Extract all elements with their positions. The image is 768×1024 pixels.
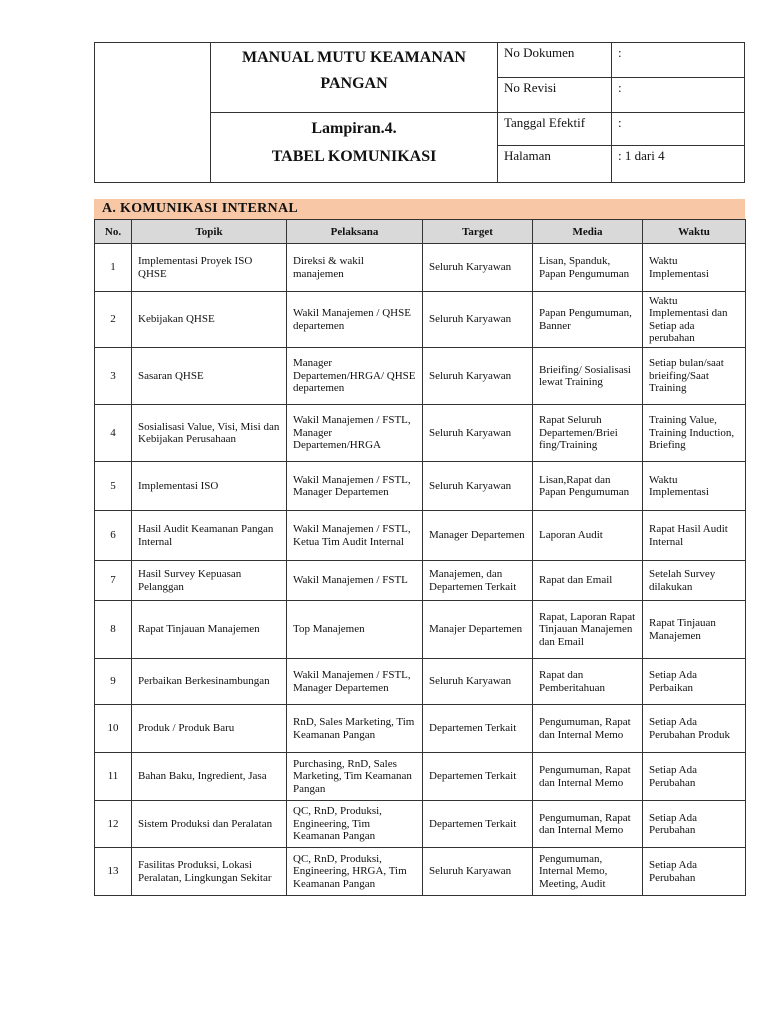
table-row <box>95 462 746 511</box>
table-row <box>95 848 746 896</box>
cell-waktu: Rapat Hasil Audit Internal <box>643 511 746 561</box>
cell-topik: Hasil Audit Keamanan Pangan Internal <box>132 511 287 561</box>
cell-target: Departemen Terkait <box>423 753 533 801</box>
table-row <box>95 244 746 292</box>
cell-waktu: Waktu Implementasi <box>643 244 746 292</box>
table-row <box>95 405 746 462</box>
cell-no: 2 <box>95 292 132 348</box>
cell-waktu: Setiap Ada Perubahan <box>643 801 746 848</box>
cell-no: 5 <box>95 462 132 511</box>
cell-no: 9 <box>95 659 132 705</box>
section-title: A. KOMUNIKASI INTERNAL <box>94 199 745 219</box>
meta-label-halaman: Halaman <box>498 146 612 183</box>
cell-media: Brieifing/ Sosialisasi lewat Training <box>533 348 643 405</box>
cell-target: Manager Departemen <box>423 511 533 561</box>
cell-pelaksana: Direksi & wakil manajemen <box>287 244 423 292</box>
cell-topik: Sosialisasi Value, Visi, Misi dan Kebijakan Perusahaan <box>132 405 287 462</box>
column-header-waktu: Waktu <box>643 220 746 244</box>
cell-no: 13 <box>95 848 132 896</box>
cell-waktu: Setiap Ada Perubahan <box>643 753 746 801</box>
cell-target: Manajemen, dan Departemen Terkait <box>423 561 533 601</box>
cell-media: Rapat dan Email <box>533 561 643 601</box>
cell-pelaksana: Wakil Manajemen / FSTL, Manager Departemen <box>287 462 423 511</box>
cell-topik: Perbaikan Berkesinambungan <box>132 659 287 705</box>
cell-topik: Fasilitas Produksi, Lokasi Peralatan, Lingkungan Sekitar <box>132 848 287 896</box>
cell-no: 6 <box>95 511 132 561</box>
cell-waktu: Setiap bulan/saat brieifing/Saat Training <box>643 348 746 405</box>
cell-no: 10 <box>95 705 132 753</box>
cell-topik: Implementasi Proyek ISO QHSE <box>132 244 287 292</box>
cell-topik: Produk / Produk Baru <box>132 705 287 753</box>
cell-target: Seluruh Karyawan <box>423 292 533 348</box>
table-row <box>95 659 746 705</box>
cell-target: Seluruh Karyawan <box>423 405 533 462</box>
cell-waktu: Rapat Tinjauan Manajemen <box>643 601 746 659</box>
cell-topik: Hasil Survey Kepuasan Pelanggan <box>132 561 287 601</box>
cell-no: 8 <box>95 601 132 659</box>
column-header-media: Media <box>533 220 643 244</box>
cell-waktu: Setiap Ada Perbaikan <box>643 659 746 705</box>
cell-pelaksana: RnD, Sales Marketing, Tim Keamanan Pangan <box>287 705 423 753</box>
cell-no: 7 <box>95 561 132 601</box>
cell-media: Lisan, Spanduk, Papan Pengumuman <box>533 244 643 292</box>
cell-pelaksana: Wakil Manajemen / FSTL, Ketua Tim Audit Internal <box>287 511 423 561</box>
cell-media: Pengumuman, Rapat dan Internal Memo <box>533 753 643 801</box>
cell-media: Pengumuman, Rapat dan Internal Memo <box>533 801 643 848</box>
cell-pelaksana: Wakil Manajemen / FSTL, Manager Departemen/HRGA <box>287 405 423 462</box>
cell-pelaksana: QC, RnD, Produksi, Engineering, HRGA, Tim Keamanan Pangan <box>287 848 423 896</box>
cell-target: Seluruh Karyawan <box>423 659 533 705</box>
column-header-no: No. <box>95 220 132 244</box>
cell-target: Seluruh Karyawan <box>423 348 533 405</box>
cell-media: Laporan Audit <box>533 511 643 561</box>
cell-media: Papan Pengumuman, Banner <box>533 292 643 348</box>
cell-no: 11 <box>95 753 132 801</box>
column-header-topik: Topik <box>132 220 287 244</box>
cell-pelaksana: Top Manajemen <box>287 601 423 659</box>
cell-topik: Implementasi ISO <box>132 462 287 511</box>
cell-pelaksana: Wakil Manajemen / FSTL, Manager Departemen <box>287 659 423 705</box>
table-row <box>95 292 746 348</box>
cell-target: Departemen Terkait <box>423 801 533 848</box>
column-header-pelaksana: Pelaksana <box>287 220 423 244</box>
document-title-line2: PANGAN <box>320 75 388 92</box>
cell-target: Departemen Terkait <box>423 705 533 753</box>
cell-target: Manajer Departemen <box>423 601 533 659</box>
cell-media: Pengumuman, Rapat dan Internal Memo <box>533 705 643 753</box>
cell-waktu: Training Value, Training Induction, Briefing <box>643 405 746 462</box>
cell-media: Rapat Seluruh Departemen/Briei fing/Training <box>533 405 643 462</box>
cell-topik: Sasaran QHSE <box>132 348 287 405</box>
cell-media: Pengumuman, Internal Memo, Meeting, Audit <box>533 848 643 896</box>
table-row <box>95 801 746 848</box>
document-title-line1: MANUAL MUTU KEAMANAN <box>242 49 466 66</box>
document-header <box>94 42 745 183</box>
document-title <box>211 43 498 113</box>
cell-waktu: Waktu Implementasi <box>643 462 746 511</box>
cell-pelaksana: Wakil Manajemen / FSTL <box>287 561 423 601</box>
cell-pelaksana: Manager Departemen/HRGA/ QHSE departemen <box>287 348 423 405</box>
cell-waktu: Setiap Ada Perubahan Produk <box>643 705 746 753</box>
cell-waktu: Setiap Ada Perubahan <box>643 848 746 896</box>
cell-waktu: Waktu Implementasi dan Setiap ada perubahan <box>643 292 746 348</box>
cell-topik: Kebijakan QHSE <box>132 292 287 348</box>
meta-label-tanggal-efektif: Tanggal Efektif <box>498 113 612 146</box>
cell-topik: Bahan Baku, Ingredient, Jasa <box>132 753 287 801</box>
meta-value-no-dokumen: : <box>612 43 745 78</box>
meta-label-no-revisi: No Revisi <box>498 78 612 113</box>
cell-target: Seluruh Karyawan <box>423 462 533 511</box>
column-header-target: Target <box>423 220 533 244</box>
cell-media: Rapat, Laporan Rapat Tinjauan Manajemen dan Email <box>533 601 643 659</box>
cell-target: Seluruh Karyawan <box>423 244 533 292</box>
cell-no: 1 <box>95 244 132 292</box>
meta-label-no-dokumen: No Dokumen <box>498 43 612 78</box>
meta-value-no-revisi: : <box>612 78 745 113</box>
table-row <box>95 348 746 405</box>
cell-no: 4 <box>95 405 132 462</box>
cell-pelaksana: Purchasing, RnD, Sales Marketing, Tim Keamanan Pangan <box>287 753 423 801</box>
table-row <box>95 705 746 753</box>
table-header-row <box>95 220 746 244</box>
table-row <box>95 561 746 601</box>
meta-value-halaman: : 1 dari 4 <box>612 146 745 183</box>
logo-area <box>95 43 211 183</box>
cell-waktu: Setelah Survey dilakukan <box>643 561 746 601</box>
cell-no: 12 <box>95 801 132 848</box>
document-subtitle-line1: Lampiran.4. <box>311 120 397 137</box>
table-row <box>95 753 746 801</box>
cell-no: 3 <box>95 348 132 405</box>
document-subtitle-line2: TABEL KOMUNIKASI <box>271 148 437 165</box>
cell-media: Lisan,Rapat dan Papan Pengumuman <box>533 462 643 511</box>
cell-topik: Sistem Produksi dan Peralatan <box>132 801 287 848</box>
cell-media: Rapat dan Pemberitahuan <box>533 659 643 705</box>
cell-topik: Rapat Tinjauan Manajemen <box>132 601 287 659</box>
meta-value-tanggal-efektif: : <box>612 113 745 146</box>
table-row <box>95 601 746 659</box>
cell-pelaksana: QC, RnD, Produksi, Engineering, Tim Keamanan Pangan <box>287 801 423 848</box>
cell-pelaksana: Wakil Manajemen / QHSE departemen <box>287 292 423 348</box>
communication-table <box>94 219 746 896</box>
document-subtitle <box>211 113 498 183</box>
cell-target: Seluruh Karyawan <box>423 848 533 896</box>
table-row <box>95 511 746 561</box>
